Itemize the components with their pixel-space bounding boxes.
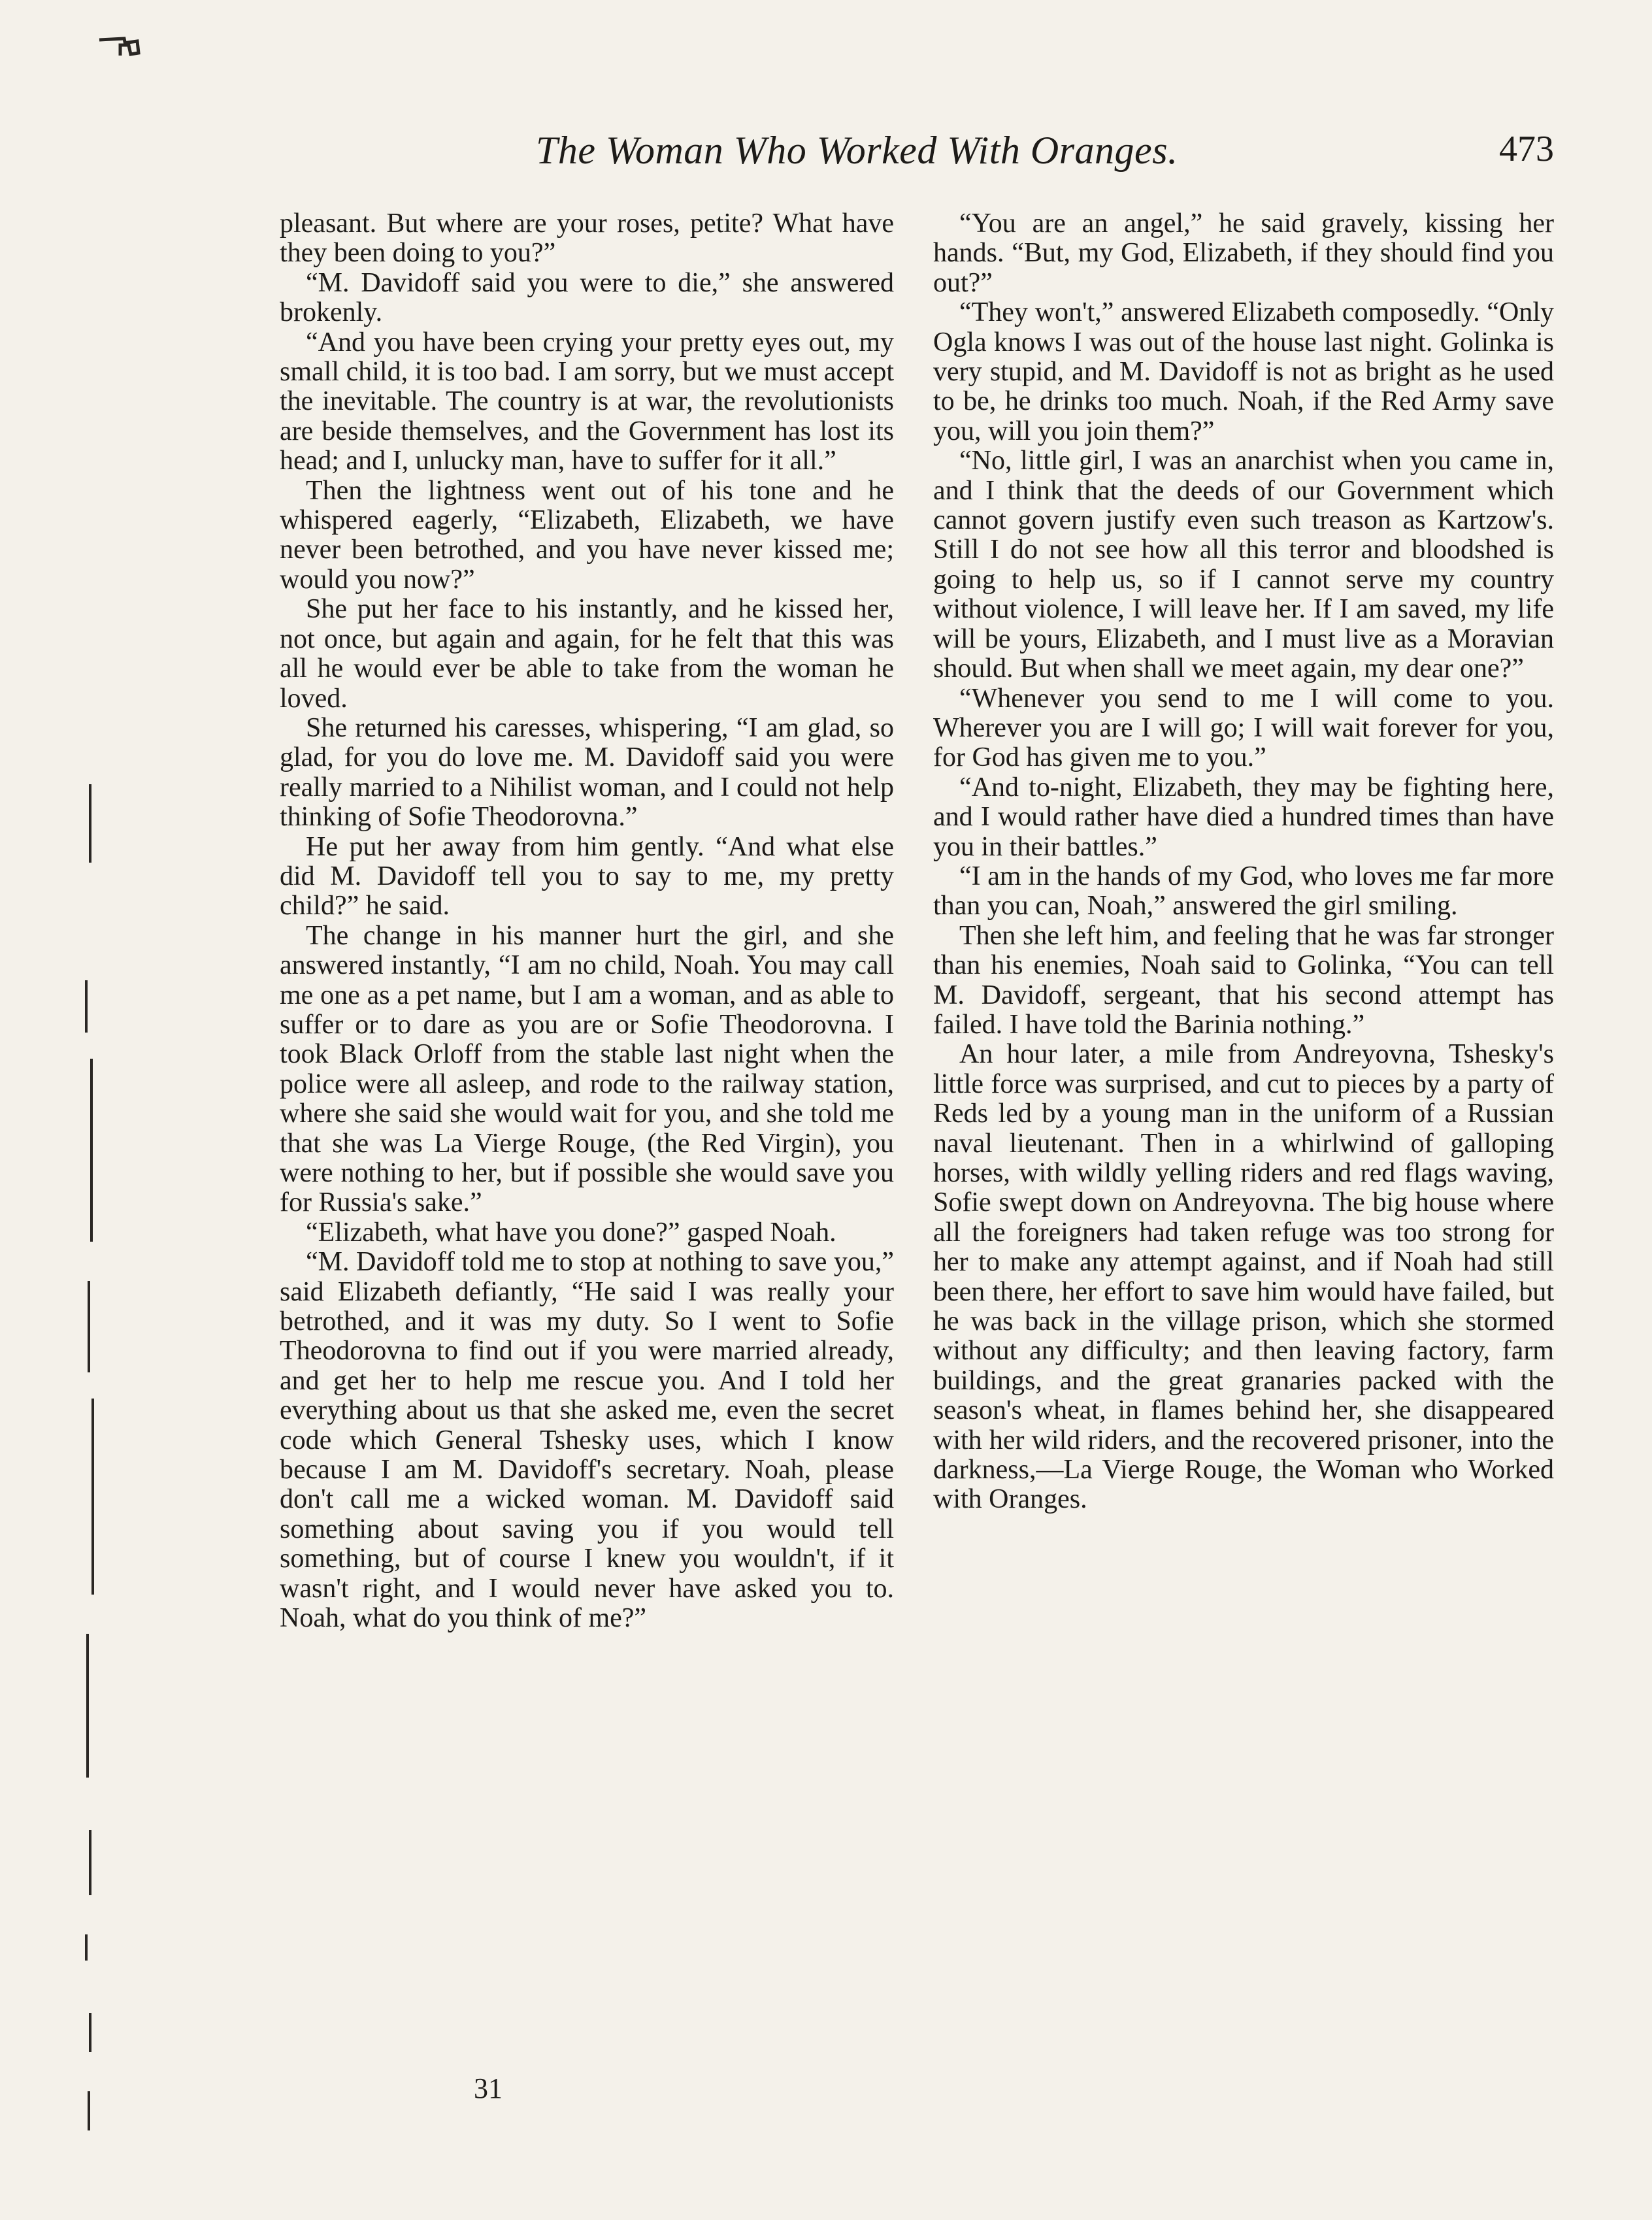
binding-margin-marks (77, 784, 103, 2157)
scan-artifact-mark (98, 36, 144, 62)
paragraph: Then the lightness went out of his tone and he whispered eagerly, “Elizabeth, Elizabeth, we have never been betrothed, and you have never kissed me; would you now?” (280, 475, 894, 595)
paragraph: She put her face to his instantly, and he kissed her, not once, but again and again, for he felt that this was all he would ever be able to take from the woman he loved. (280, 594, 894, 714)
paragraph: pleasant. But where are your roses, petite? What have they been doing to you?” (280, 208, 894, 269)
paragraph: “M. Davidoff told me to stop at nothing to save you,” said Elizabeth defiantly, “He said I was really your betrothed, and it was my duty. So I went to Sofie Theodorovna to find out if you were married already, and get her to help me rescue you. And I told her everything about us that she asked me, even the secret code which General Tshesky uses, which I know because I am M. Davidoff's secretary. Noah, please don't call me a wicked woman. M. Davidoff said something about saving you if you would tell something, but of course I knew you wouldn't, if it wasn't right, and I would never have asked you to. Noah, what do you think of me?” (280, 1247, 894, 1634)
paragraph: He put her away from him gently. “And what else did M. Davidoff tell you to say to me, my pretty child?” he said. (280, 831, 894, 921)
paragraph: “M. Davidoff said you were to die,” she answered brokenly. (280, 267, 894, 328)
paragraph: “You are an angel,” he said gravely, kissing her hands. “But, my God, Elizabeth, if they should find you out?” (933, 208, 1554, 298)
running-header (457, 128, 1554, 187)
paragraph: Then she left him, and feeling that he was far stronger than his enemies, Noah said to Golinka, “You can tell M. Davidoff, sergeant, that his second attempt has failed. I have told the Barinia nothing.” (933, 920, 1554, 1040)
paragraph: She returned his caresses, whispering, “I am glad, so glad, for you do love me. M. Davidoff said you were really married to a Nihilist woman, and I could not help thinking of Sofie Theodorovna.” (280, 712, 894, 833)
signature-mark: 31 (474, 2072, 503, 2104)
paragraph: An hour later, a mile from Andreyovna, Tshesky's little force was surprised, and cut to pieces by a party of Reds led by a young man in the uniform of a Russian naval lieutenant. Then in a whirlwind of galloping horses, with wildly yelling riders and red flags waving, Sofie swept down on Andreyovna. The big house where all the foreigners had taken refuge was too strong for her to make any attempt against, and if Noah had still been there, her effort to save him would have failed, but he was back in the village prison, which she stormed without any difficulty; and then leaving factory, farm buildings, and the great granaries packed with the season's wheat, in flames behind her, she disappeared with her wild riders, and the recovered prisoner, into the darkness,—La Vierge Rouge, the Woman who Worked with Oranges. (933, 1039, 1554, 1515)
running-title: The Woman Who Worked With Oranges. (536, 129, 1178, 172)
paragraph: “Whenever you send to me I will come to you. Wherever you are I will go; I will wait forever for you, for God has given me to you.” (933, 683, 1554, 773)
paragraph: The change in his manner hurt the girl, and she answered instantly, “I am no child, Noah. You may call me one as a pet name, but I am a woman, and as able to suffer or to dare as you are or Sofie Theodorovna. I took Black Orloff from the stable last night when the police were all asleep, and rode to the railway station, where she said she would wait for you, and she told me that she was La Vierge Rouge, (the Red Virgin), you were nothing to her, but if possible she would save you for Russia's sake.” (280, 920, 894, 1218)
paragraph: “No, little girl, I was an anarchist when you came in, and I think that the deeds of our Government which cannot govern justify even such treason as Kartzow's. Still I do not see how all this terror and bloodshed is going to help us, so if I cannot serve my country without violence, I will leave her. If I am saved, my life will be yours, Elizabeth, and I must live as a Moravian should. But when shall we meet again, my dear one?” (933, 446, 1554, 684)
paragraph: “I am in the hands of my God, who loves me far more than you can, Noah,” answered the girl smiling. (933, 861, 1554, 921)
left-column (280, 209, 894, 1634)
page-number: 473 (1499, 129, 1554, 169)
paragraph: “And you have been crying your pretty eyes out, my small child, it is too bad. I am sorry, but we must accept the inevitable. The country is at war, the revolutionists are beside themselves, and the Government has lost its head; and I, unlucky man, have to suffer for it all.” (280, 327, 894, 476)
paragraph: “They won't,” answered Elizabeth composedly. “Only Ogla knows I was out of the house last night. Golinka is very stupid, and M. Davidoff is not as bright as he used to be, he drinks too much. Noah, if the Red Army save you, will you join them?” (933, 297, 1554, 446)
right-column (933, 209, 1554, 1515)
paragraph: “Elizabeth, what have you done?” gasped Noah. (306, 1217, 836, 1248)
paragraph: “And to-night, Elizabeth, they may be fighting here, and I would rather have died a hundred times than have you in their battles.” (933, 772, 1554, 862)
